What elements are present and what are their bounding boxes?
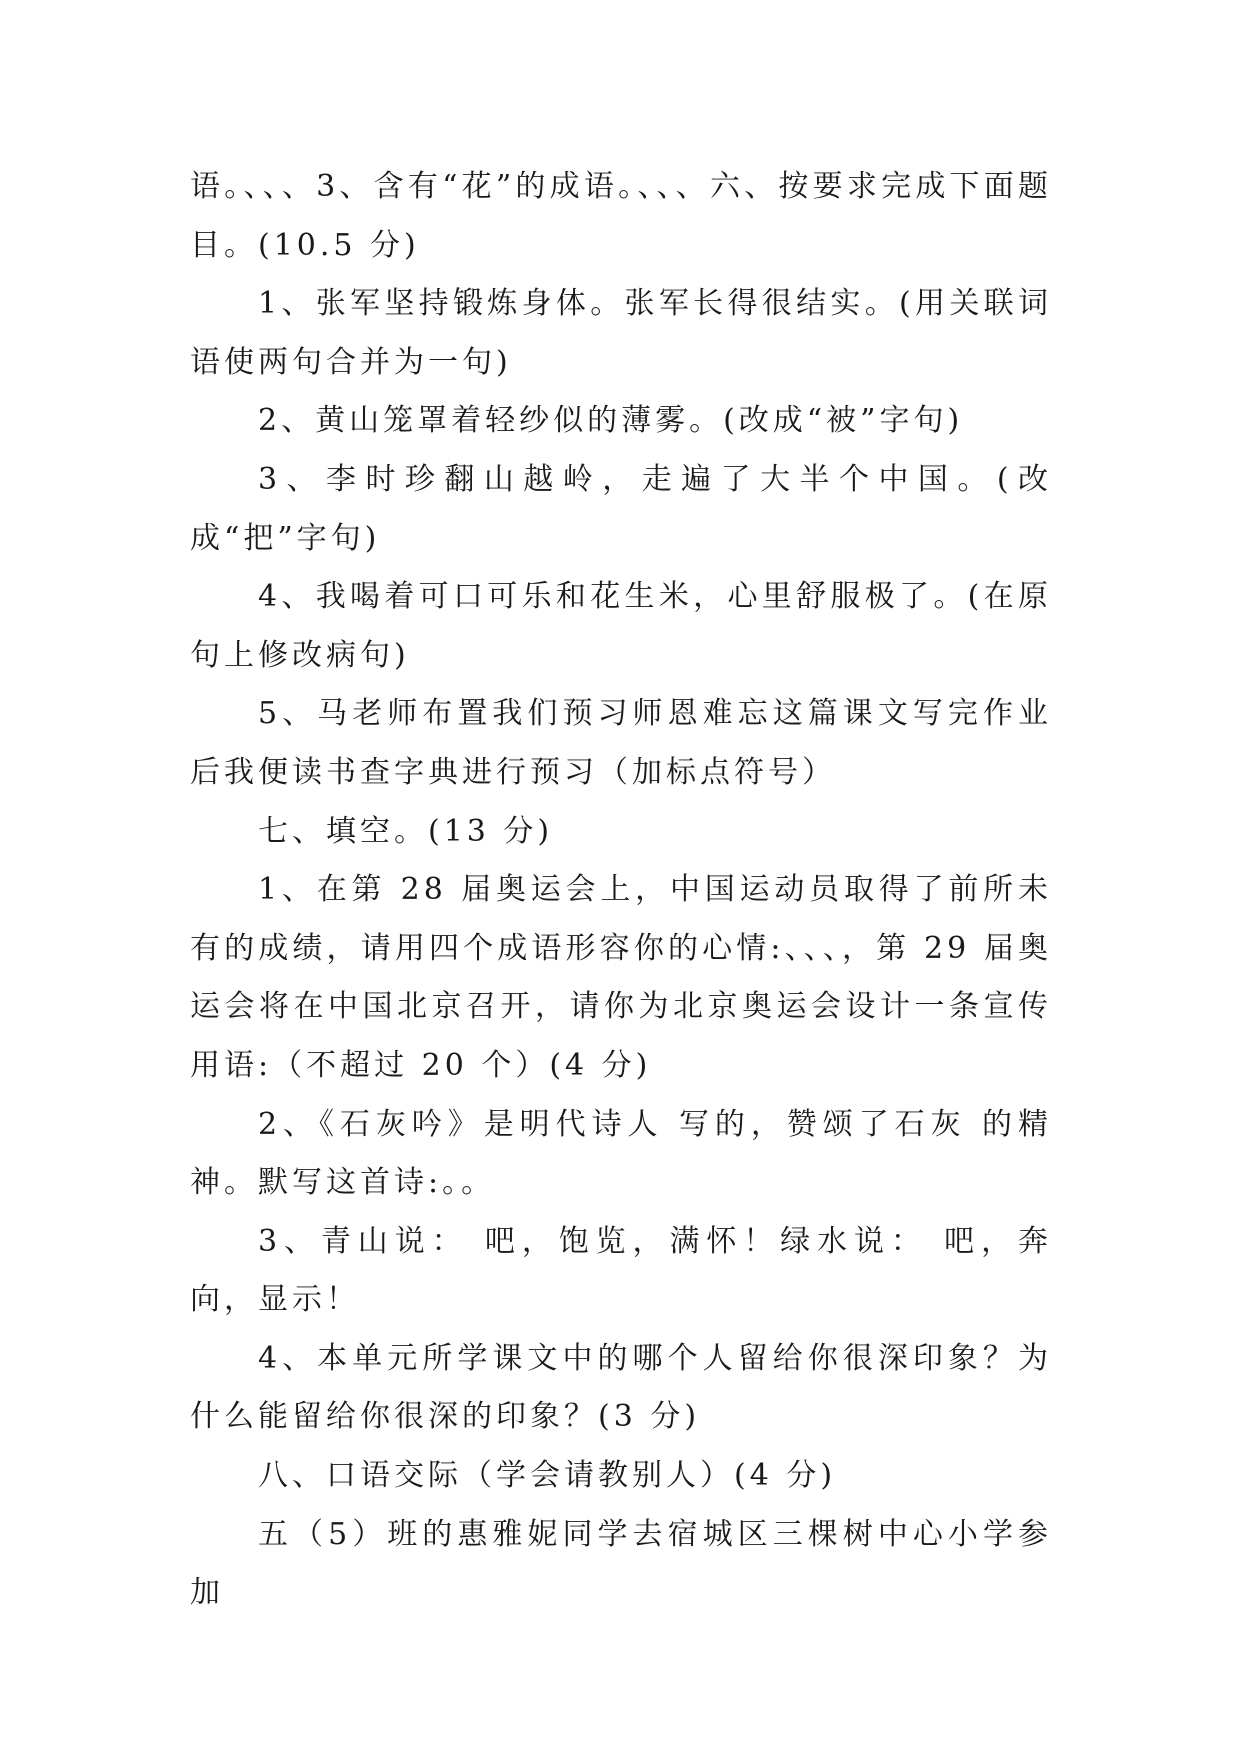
paragraph-9: 2、《石灰吟》是明代诗人 写的，赞颂了石灰 的精神。默写这首诗:。。 [190, 1106, 1052, 1201]
paragraph-8: 1、在第 28 届奥运会上，中国运动员取得了前所未有的成绩，请用四个成语形容你的心情:、、、，第 29 届奥运会将在中国北京召开，请你为北京奥运会设计一条宣传用语:（不超过 20 个）(4 分) [190, 872, 1052, 1083]
paragraph-5: 4、我喝着可口可乐和花生米，心里舒服极了。(在原句上修改病句) [190, 579, 1052, 673]
paragraph-2: 1、张军坚持锻炼身体。张军长得很结实。(用关联词语使两句合并为一句) [190, 286, 1052, 380]
paragraph-3: 2、黄山笼罩着轻纱似的薄雾。(改成“被”字句) [258, 403, 964, 439]
paragraph-6: 5、马老师布置我们预习师恩难忘这篇课文写完作业后我便读书查字典进行预习（加标点符号） [190, 696, 1052, 790]
paragraph-13: 五（5）班的惠雅妮同学去宿城区三棵树中心小学参加 [190, 1516, 1052, 1611]
paragraph-1: 语。、、、3、含有“花”的成语。、、、六、按要求完成下面题目。(10.5 分) [190, 169, 1052, 263]
document-body [190, 158, 1052, 1623]
paragraph-10: 3、青山说： 吧，饱览，满怀！绿水说： 吧，奔向，显示！ [190, 1223, 1052, 1318]
section-heading-7: 七、填空。(13 分) [258, 813, 554, 849]
paragraph-4: 3、李时珍翻山越岭，走遍了大半个中国。(改成“把”字句) [190, 461, 1052, 556]
paragraph-11: 4、本单元所学课文中的哪个人留给你很深印象？为什么能留给你很深的印象？(3 分) [190, 1340, 1052, 1435]
section-heading-8: 八、口语交际（学会请教别人）(4 分) [258, 1458, 837, 1494]
